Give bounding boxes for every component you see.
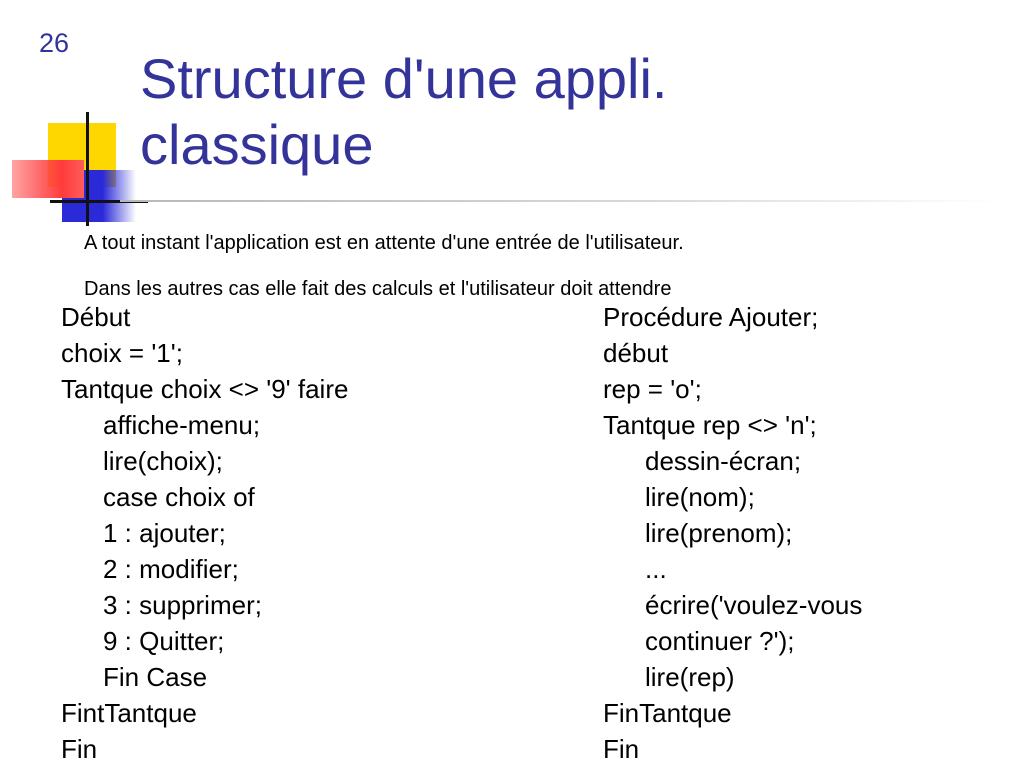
code-line: 1 : ajouter; [103, 518, 226, 548]
code-line: affiche-menu; [103, 410, 261, 440]
code-line: FinTantque [603, 698, 732, 728]
slide-number: 26 [39, 28, 70, 58]
code-line: lire(prenom); [645, 518, 793, 548]
code-line: 3 : supprimer; [103, 590, 262, 620]
logo-red-square [12, 160, 84, 198]
ajouter-procedure-code [603, 299, 862, 767]
main-program-code [61, 299, 348, 767]
slide-title-line-1: Structure d'une appli. [140, 47, 668, 110]
title-divider [120, 200, 1000, 202]
code-line: FintTantque [61, 698, 197, 728]
code-line: rep = 'o'; [603, 374, 702, 404]
code-line: Tantque choix <> '9' faire [61, 374, 349, 404]
code-line: Fin [61, 734, 98, 764]
code-line: dessin-écran; [645, 446, 802, 476]
slide-title-line-2: classique [140, 113, 374, 176]
slide-logo [0, 0, 160, 240]
code-line: 2 : modifier; [103, 554, 239, 584]
code-line: écrire('voulez-vous [645, 590, 863, 620]
code-line: case choix of [103, 482, 255, 512]
code-line: lire(nom); [645, 482, 755, 512]
code-line: Début [61, 302, 131, 332]
code-line: 9 : Quitter; [103, 626, 225, 656]
code-line: ... [645, 554, 667, 584]
code-line: début [603, 338, 669, 368]
code-line: lire(choix); [103, 446, 223, 476]
code-line: choix = '1'; [61, 338, 183, 368]
slide-title [140, 46, 667, 178]
code-line: Procédure Ajouter; [603, 302, 819, 332]
intro-line-1: A tout instant l'application est en attente d'une entrée de l'utilisateur. [84, 232, 684, 254]
code-line: continuer ?'); [645, 626, 795, 656]
intro-line-2: Dans les autres cas elle fait des calculs et l'utilisateur doit attendre [84, 278, 672, 300]
code-line: lire(rep) [645, 662, 735, 692]
code-line: Fin [603, 734, 640, 764]
logo-vertical-line [86, 112, 89, 226]
code-line: Fin Case [103, 662, 208, 692]
code-line: Tantque rep <> 'n'; [603, 410, 817, 440]
